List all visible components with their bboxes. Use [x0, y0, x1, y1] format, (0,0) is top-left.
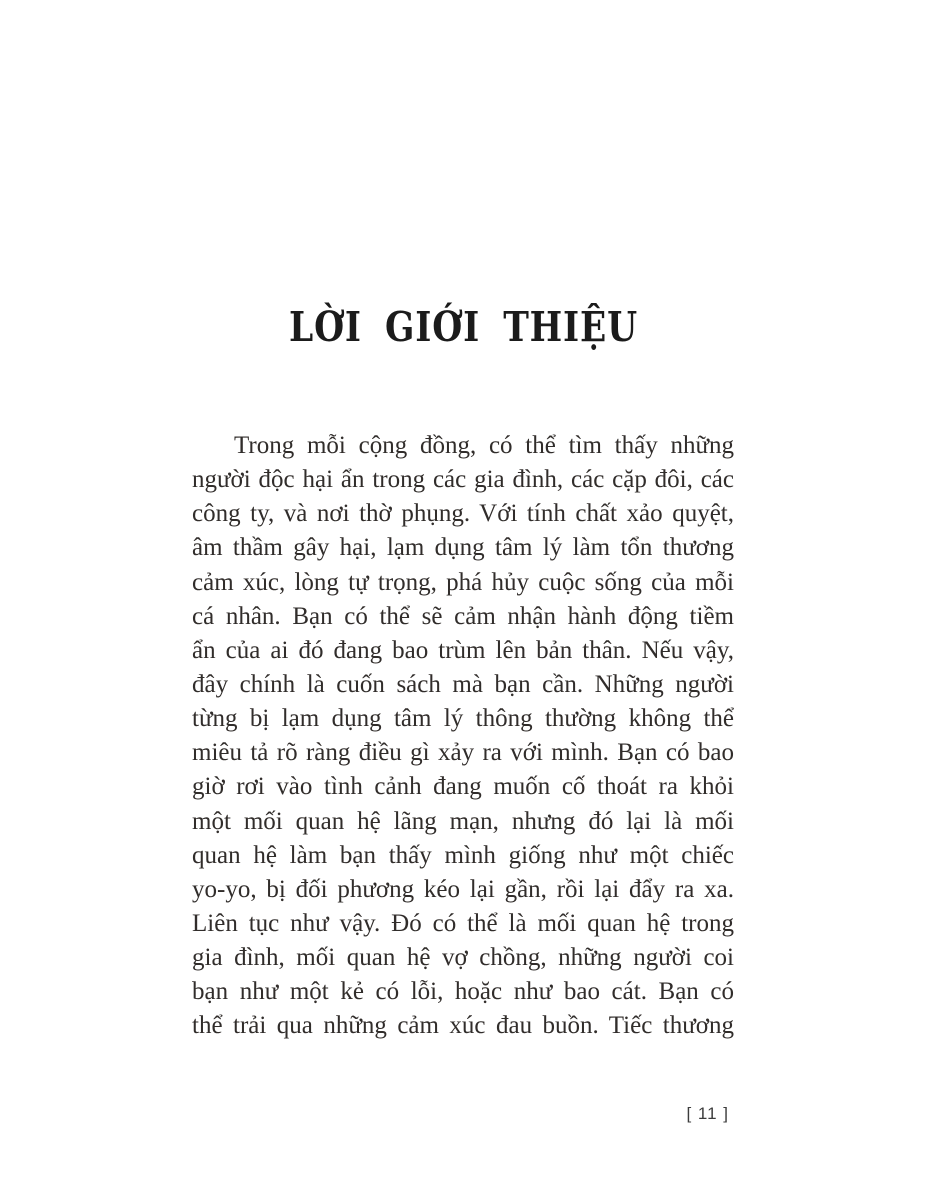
text-line: yo-yo, bị đối phương kéo lại gần, rồi lại đẩy ra xa. [192, 875, 734, 903]
chapter-title: LỜI GIỚI THIỆU [289, 303, 638, 352]
text-line: một mối quan hệ lãng mạn, nhưng đó lại là mối [192, 807, 734, 835]
text-line: âm thầm gây hại, lạm dụng tâm lý làm tổn thương [192, 534, 734, 562]
text-line: gia đình, mối quan hệ vợ chồng, những người coi [192, 944, 734, 972]
text-line: thể trải qua những cảm xúc đau buồn. Tiếc thương [192, 1012, 734, 1040]
text-line: ẩn của ai đó đang bao trùm lên bản thân. Nếu vậy, [192, 636, 734, 664]
text-line: miêu tả rõ ràng điều gì xảy ra với mình. Bạn có bao [192, 739, 734, 767]
text-line: công ty, và nơi thờ phụng. Với tính chất xảo quyệt, [192, 500, 734, 528]
text-line: bạn như một kẻ có lỗi, hoặc như bao cát. Bạn có [192, 978, 734, 1006]
page-number: [ 11 ] [686, 1104, 729, 1123]
text-line: giờ rơi vào tình cảnh đang muốn cố thoát ra khỏi [192, 773, 734, 801]
text-line: Liên tục như vậy. Đó có thể là mối quan hệ trong [192, 909, 734, 937]
text-line: người độc hại ẩn trong các gia đình, các cặp đôi, các [192, 466, 734, 494]
text-line: đây chính là cuốn sách mà bạn cần. Những người [192, 670, 734, 698]
text-line: từng bị lạm dụng tâm lý thông thường không thể [192, 705, 734, 733]
text-line: cảm xúc, lòng tự trọng, phá hủy cuộc sống của mỗi [192, 568, 734, 596]
text-line: Trong mỗi cộng đồng, có thể tìm thấy những [234, 432, 734, 459]
text-line: cá nhân. Bạn có thể sẽ cảm nhận hành động tiềm [192, 602, 734, 630]
text-line: quan hệ làm bạn thấy mình giống như một chiếc [192, 841, 734, 869]
intro-paragraph [192, 429, 734, 1044]
